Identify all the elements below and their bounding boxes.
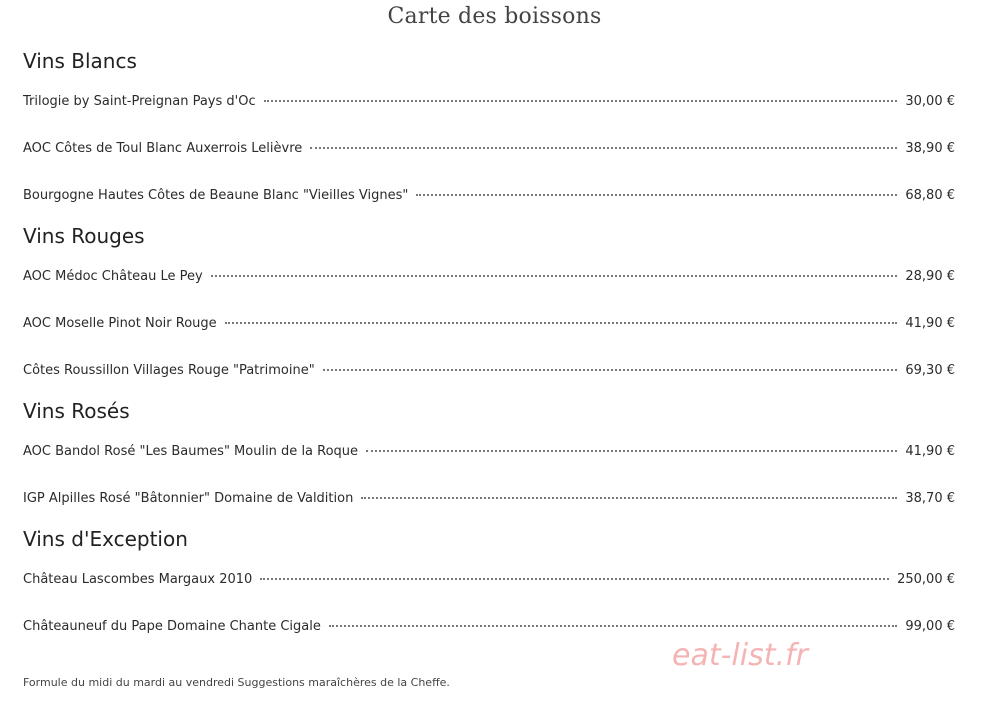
item-price: 30,00 € xyxy=(905,94,955,109)
item-price: 38,90 € xyxy=(905,141,955,156)
dotted-leader xyxy=(361,497,897,499)
menu-item xyxy=(23,475,955,522)
menu-item xyxy=(23,556,955,603)
dotted-leader xyxy=(310,147,897,149)
section-title: Vins d'Exception xyxy=(23,527,188,551)
item-name: Bourgogne Hautes Côtes de Beaune Blanc "Vieilles Vignes" xyxy=(23,188,409,203)
item-name: AOC Bandol Rosé "Les Baumes" Moulin de la Roque xyxy=(23,444,359,459)
section-vins-blancs xyxy=(23,44,955,219)
item-price: 28,90 € xyxy=(905,269,955,284)
section-title: Vins Rosés xyxy=(23,399,130,423)
dotted-leader xyxy=(329,625,898,627)
item-name: IGP Alpilles Rosé "Bâtonnier" Domaine de Valdition xyxy=(23,491,354,506)
menu-item xyxy=(23,125,955,172)
item-name: AOC Moselle Pinot Noir Rouge xyxy=(23,316,217,331)
section-title: Vins Rouges xyxy=(23,224,145,248)
menu-item xyxy=(23,428,955,475)
dotted-leader xyxy=(260,578,889,580)
dotted-leader xyxy=(211,275,898,277)
dotted-leader xyxy=(323,369,898,371)
item-price: 41,90 € xyxy=(905,316,955,331)
item-name: AOC Médoc Château Le Pey xyxy=(23,269,203,284)
section-vins-rouges xyxy=(23,219,955,394)
dotted-leader xyxy=(225,322,898,324)
dotted-leader xyxy=(366,450,897,452)
item-price: 41,90 € xyxy=(905,444,955,459)
menu-item xyxy=(23,347,955,394)
item-price: 69,30 € xyxy=(905,363,955,378)
item-price: 250,00 € xyxy=(897,572,955,587)
dotted-leader xyxy=(264,100,898,102)
item-name: Côtes Roussillon Villages Rouge "Patrimoine" xyxy=(23,363,315,378)
section-vins-roses xyxy=(23,394,955,522)
menu-item xyxy=(23,253,955,300)
item-name: Trilogie by Saint-Preignan Pays d'Oc xyxy=(23,94,256,109)
section-vins-exception xyxy=(23,522,955,650)
item-name: AOC Côtes de Toul Blanc Auxerrois Lelièvre xyxy=(23,141,303,156)
section-title: Vins Blancs xyxy=(23,49,137,73)
footer-note: Formule du midi du mardi au vendredi Suggestions maraîchères de la Cheffe. xyxy=(23,676,450,689)
menu-item xyxy=(23,300,955,347)
item-price: 38,70 € xyxy=(905,491,955,506)
watermark: eat-list.fr xyxy=(672,638,808,673)
item-price: 68,80 € xyxy=(905,188,955,203)
item-name: Château Lascombes Margaux 2010 xyxy=(23,572,253,587)
drinks-menu xyxy=(23,44,955,650)
item-price: 99,00 € xyxy=(905,619,955,634)
menu-item xyxy=(23,603,955,650)
page-title: Carte des boissons xyxy=(387,4,602,29)
dotted-leader xyxy=(416,194,897,196)
menu-item xyxy=(23,172,955,219)
item-name: Châteauneuf du Pape Domaine Chante Cigale xyxy=(23,619,321,634)
menu-item xyxy=(23,78,955,125)
